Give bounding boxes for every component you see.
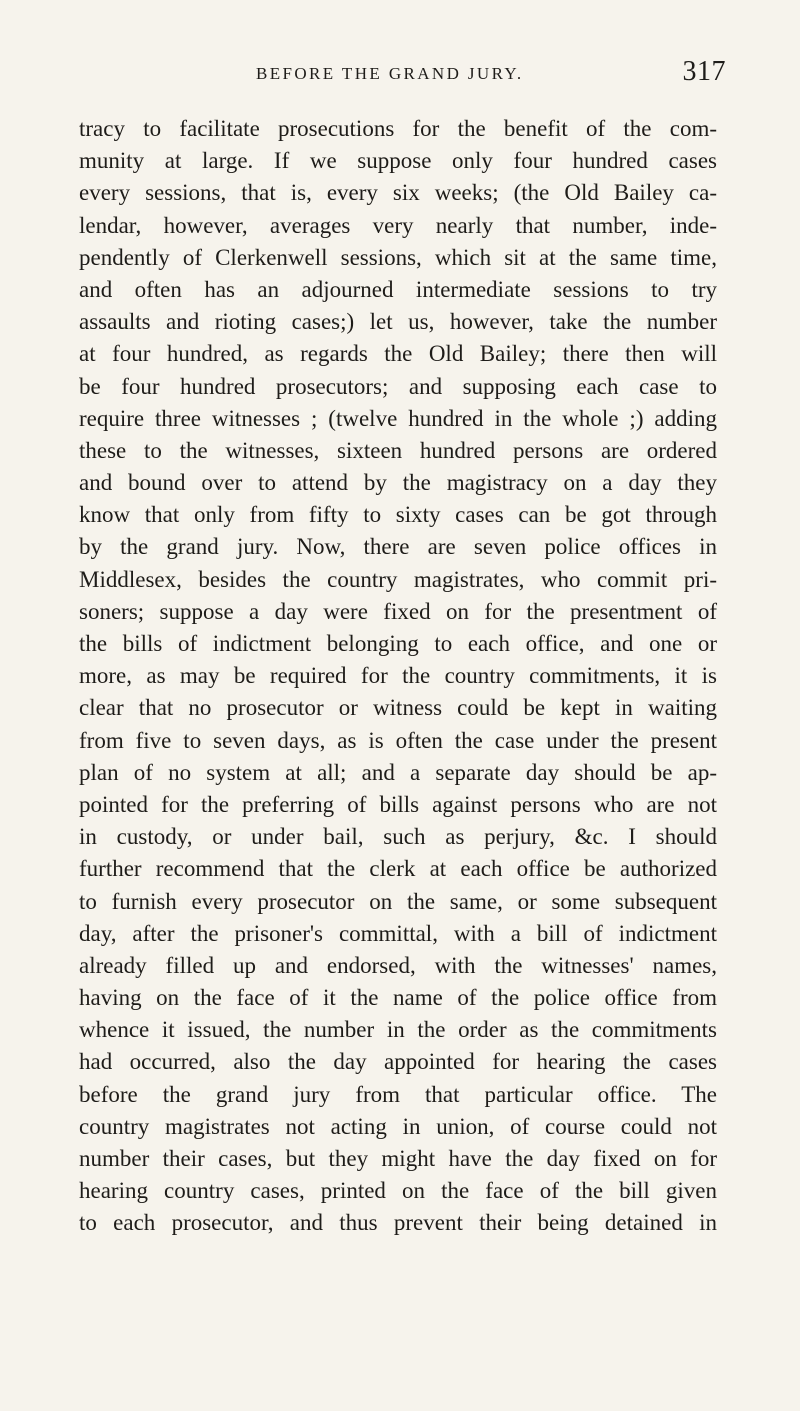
- text-line: Middlesex, besides the country magistrates, who commit pri-: [79, 566, 717, 592]
- text-line: already filled up and endorsed, with the witnesses' names,: [79, 952, 717, 978]
- text-line: number their cases, but they might have the day fixed on for: [79, 1146, 717, 1171]
- text-line: know that only from fifty to sixty cases can be got through: [79, 502, 717, 528]
- text-line: by the grand jury. Now, there are seven police offices in: [79, 534, 717, 560]
- text-line: require three witnesses ; (twelve hundred in the whole ;) adding: [79, 405, 717, 431]
- text-line: had occurred, also the day appointed for hearing the cases: [79, 1049, 717, 1075]
- text-line: having on the face of it the name of the police office from: [79, 985, 717, 1011]
- text-line: country magistrates not acting in union, of course could not: [79, 1113, 717, 1139]
- text-line: day, after the prisoner's committal, with a bill of indictment: [79, 920, 717, 946]
- text-line: and bound over to attend by the magistracy on a day they: [79, 470, 717, 496]
- text-line: lendar, however, averages very nearly that number, inde-: [79, 212, 717, 238]
- text-line: pendently of Clerkenwell sessions, which sit at the same time,: [79, 244, 717, 270]
- text-line: more, as may be required for the country commitments, it is: [79, 663, 717, 689]
- text-line: from five to seven days, as is often the case under the present: [79, 727, 717, 753]
- text-line: and often has an adjourned intermediate sessions to try: [79, 276, 717, 302]
- text-line: plan of no system at all; and a separate day should be ap-: [79, 759, 717, 785]
- text-line: assaults and rioting cases;) let us, however, take the number: [79, 309, 717, 335]
- text-line: to each prosecutor, and thus prevent their being detained in: [79, 1210, 717, 1236]
- text-line: be four hundred prosecutors; and supposing each case to: [79, 373, 717, 399]
- page-number: 317: [682, 56, 726, 87]
- text-line: munity at large. If we suppose only four hundred cases: [79, 148, 717, 174]
- running-title: BEFORE THE GRAND JURY.: [256, 64, 524, 83]
- running-head: [0, 56, 800, 96]
- text-line: in custody, or under bail, such as perjury, &c. I should: [79, 824, 717, 850]
- text-line: before the grand jury from that particular office. The: [79, 1081, 717, 1107]
- text-line: to furnish every prosecutor on the same, or some subsequent: [79, 888, 717, 914]
- text-line: pointed for the preferring of bills against persons who are not: [79, 791, 717, 817]
- text-line: hearing country cases, printed on the face of the bill given: [79, 1178, 717, 1204]
- text-line: the bills of indictment belonging to each office, and one or: [79, 631, 717, 656]
- text-line: whence it issued, the number in the order as the commitments: [79, 1017, 717, 1043]
- text-line: clear that no prosecutor or witness could be kept in waiting: [79, 695, 717, 721]
- body-text: [79, 113, 717, 1240]
- text-line: at four hundred, as regards the Old Bailey; there then will: [79, 341, 717, 367]
- text-line: these to the witnesses, sixteen hundred persons are ordered: [79, 437, 717, 463]
- text-line: further recommend that the clerk at each office be authorized: [79, 856, 717, 882]
- text-line: soners; suppose a day were fixed on for the presentment of: [79, 598, 717, 624]
- text-line: tracy to facilitate prosecutions for the benefit of the com-: [79, 116, 717, 141]
- text-line: every sessions, that is, every six weeks; (the Old Bailey ca-: [79, 180, 717, 206]
